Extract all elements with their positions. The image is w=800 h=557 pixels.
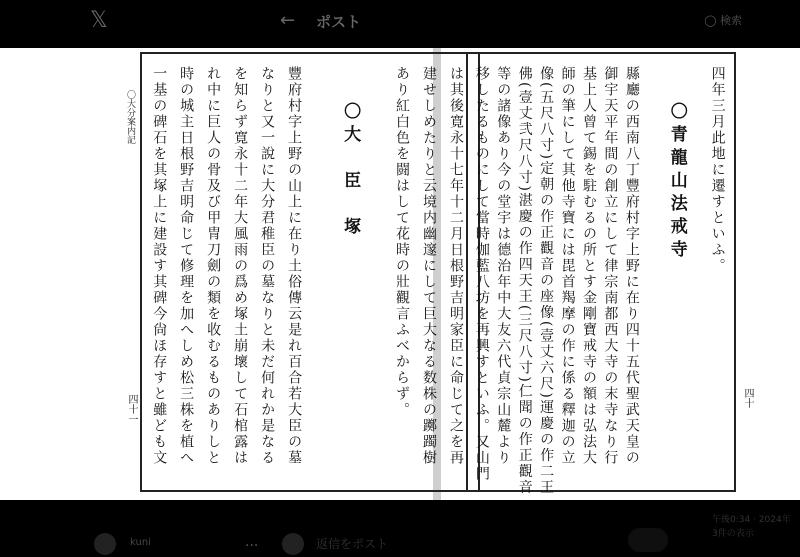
left_page-text-column: は其後寛永十七年十二月日根野吉明家臣に命じて之を再 [448,66,465,466]
scanned-book-image [0,48,800,500]
bottom-bar [0,500,800,557]
right-page [446,52,753,496]
right_page-text-column: 等の諸像あり今の堂宇は德治年中大友六代貞宗山麓より [495,66,512,466]
right_page-text-column: 〇青龍山法戒寺 [666,102,687,263]
left_page-text-column: を知らず寛永十二年大風雨の爲め塚土崩壞して石棺露は [232,66,249,466]
reply-button[interactable] [628,528,668,552]
right_page-text-column: 佛(壹丈弐尺八寸)湛慶の作四天王(三尺八寸)仁聞の作正觀音 [516,66,533,496]
user-name[interactable]: kuni [130,537,151,548]
left_page-text-column: 〇大 臣 塚 [340,102,361,240]
right_page-text-column: 四年三月此地に遷すといふ。 [709,66,726,274]
left_page-text-column: れ中に巨人の骨及び甲冑刀劍の類を收むるものありしと [205,66,222,466]
right_page-text-column: 師の筆にして其他寺寶には毘首羯摩の作に係る釋迦の立 [559,66,576,466]
left_page-text-column: 建せしめたりと云境内幽邃にして巨大なる数株の躑躅樹 [421,66,438,466]
right_page-text-column: 像(五尺八寸)定朝の作正觀音の座像(壹丈六尺)運慶の作二王 [538,66,555,496]
x-logo-icon[interactable]: 𝕏 [90,8,108,33]
post-timestamp: 午後0:34 · 2024年 [712,515,791,525]
left-page [74,52,465,496]
left_page-text-column: あり紅白色を闘はして花時の壯觀言ふべからず。 [394,66,411,418]
view-count: 3件の表示 [712,529,754,539]
right_page-text-column: 基上人曾て錫を駐むるの所とす金剛寶戒寺の額は弘法大 [581,66,597,466]
left_page-text-column: 時の城主日根野吉明命じて修理を加へしめ松三株を植へ [178,66,195,466]
right_page-text-column: 縣廳の西南八丁豐府村字上野に在り四十五代聖武天皇の [623,66,640,466]
left_page-text-column: 豐府村字上野の山上に在り土俗傳云是れ百合若大臣の墓 [286,66,303,466]
search-link[interactable]: ◯ 検索 [704,14,742,27]
right_page-text-column: 御宇天平年間の創立にして律宗南都西大寺の末寺なり行 [602,66,619,466]
user-avatar[interactable] [94,533,116,555]
left_page-text-column: 一基の碑石を其塚上に建設す其碑今尙ほ存すと雖ども文 [151,66,168,466]
own-avatar [282,533,304,555]
back-arrow-icon[interactable]: ← [280,10,296,31]
top-bar [0,0,800,48]
page-title: ポスト [316,13,362,31]
reply-input[interactable]: 返信をポスト [316,537,389,551]
right-page-number: 四十 [742,388,753,408]
left-page-side-label: 〇大分案内記 [125,90,135,144]
right_page-text-column: 移したるものにして當時伽藍八坊を再興すといふ。又山門 [473,66,490,482]
more-options-icon[interactable]: ... [245,534,259,550]
left-page-number: 四十一 [126,394,137,424]
left_page-text-column: なりと又一說に大分君稚臣の墓なりと未だ何れか是なる [259,66,276,466]
